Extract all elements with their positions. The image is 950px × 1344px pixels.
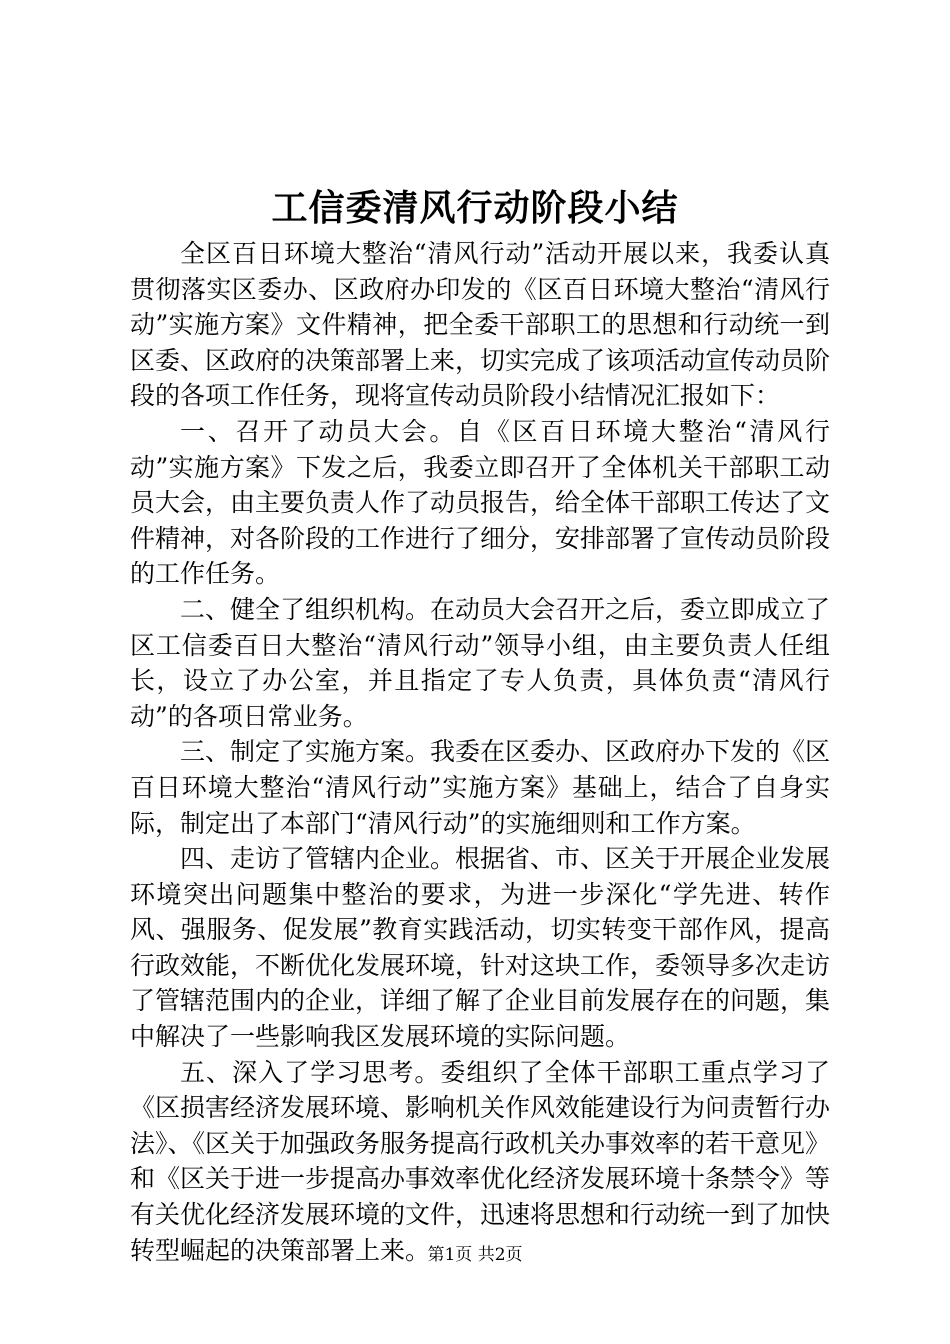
paragraph-section-2: 二、健全了组织机构。在动员大会召开之后，委立即成立了区工信委百日大整治“清风行动”领导小组，由主要负责人任组长，设立了办公室，并且指定了专人负责，具体负责“清风行动”的各项日常业务。 <box>130 594 831 731</box>
document-title: 工信委清风行动阶段小结 <box>271 187 679 229</box>
page-number-footer: 第1页 共2页 <box>427 1245 523 1265</box>
document-body <box>130 236 830 1268</box>
paragraph-section-5: 五、深入了学习思考。委组织了全体干部职工重点学习了《区损害经济发展环境、影响机关作风效能建设行为问责暂行办法》、《区关于加强政务服务提高行政机关办事效率的若干意见》和《区关于进一步提高办事效率优化经济发展环境十条禁令》等有关优化经济发展环境的文件，迅速将思想和行动统一到了加快转型崛起的决策部署上来。 <box>130 1057 831 1265</box>
paragraph-section-1: 一、召开了动员大会。自《区百日环境大整治“清风行动”实施方案》下发之后，我委立即召开了全体机关干部职工动员大会，由主要负责人作了动员报告，给全体干部职工传达了文件精神，对各阶段的工作进行了细分，安排部署了宣传动员阶段的工作任务。 <box>130 416 831 589</box>
paragraph-intro: 全区百日环境大整治“清风行动”活动开展以来，我委认真贯彻落实区委办、区政府办印发的《区百日环境大整治“清风行动”实施方案》文件精神，把全委干部职工的思想和行动统一到区委、区政府的决策部署上来，切实完成了该项活动宣传动员阶段的各项工作任务，现将宣传动员阶段小结情况汇报如下： <box>130 239 831 411</box>
paragraph-section-3: 三、制定了实施方案。我委在区委办、区政府办下发的《区百日环境大整治“清风行动”实施方案》基础上，结合了自身实际，制定出了本部门“清风行动”的实施细则和工作方案。 <box>130 737 831 838</box>
paragraph-section-4: 四、走访了管辖内企业。根据省、市、区关于开展企业发展环境突出问题集中整治的要求，为进一步深化“学先进、转作风、强服务、促发展”教育实践活动，切实转变干部作风，提高行政效能，不断优化发展环境，针对这块工作，委领导多次走访了管辖范围内的企业，详细了解了企业目前发展存在的问题，集中解决了一些影响我区发展环境的实际问题。 <box>130 844 831 1052</box>
